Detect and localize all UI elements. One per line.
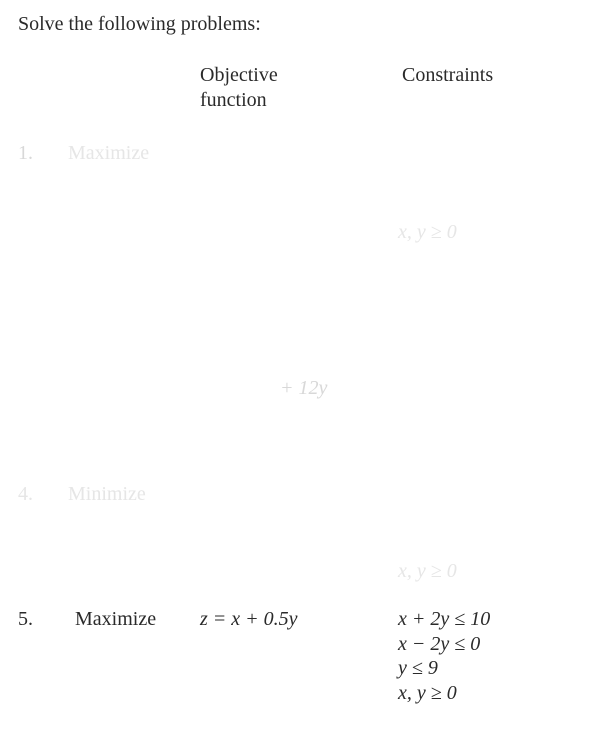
problem-5-constraints <box>398 607 490 705</box>
problem-3-objective-fragment: + 12y <box>280 377 328 399</box>
problem-4-number: 4. <box>18 483 33 505</box>
problem-5-objective: z = x + 0.5y <box>200 608 298 630</box>
problem-1-constraint: x, y ≥ 0 <box>398 221 457 243</box>
column-header-constraints: Constraints <box>402 64 494 86</box>
column-header-objective-line1: Objective <box>200 64 278 86</box>
problem-1-number: 1. <box>18 142 33 164</box>
heading: Solve the following problems: <box>18 13 261 35</box>
column-header-objective-line2: function <box>200 89 267 111</box>
problem-5-type: Maximize <box>75 608 157 630</box>
constraint: x, y ≥ 0 <box>398 681 457 704</box>
problem-5-number: 5. <box>18 608 33 630</box>
constraint: y ≤ 9 <box>398 657 438 679</box>
constraint: x − 2y ≤ 0 <box>398 632 481 655</box>
problem-1-type: Maximize <box>68 142 150 164</box>
problem-4-constraint: x, y ≥ 0 <box>398 560 457 582</box>
problem-4-type: Minimize <box>68 483 146 505</box>
constraint: x + 2y ≤ 10 <box>398 608 491 630</box>
